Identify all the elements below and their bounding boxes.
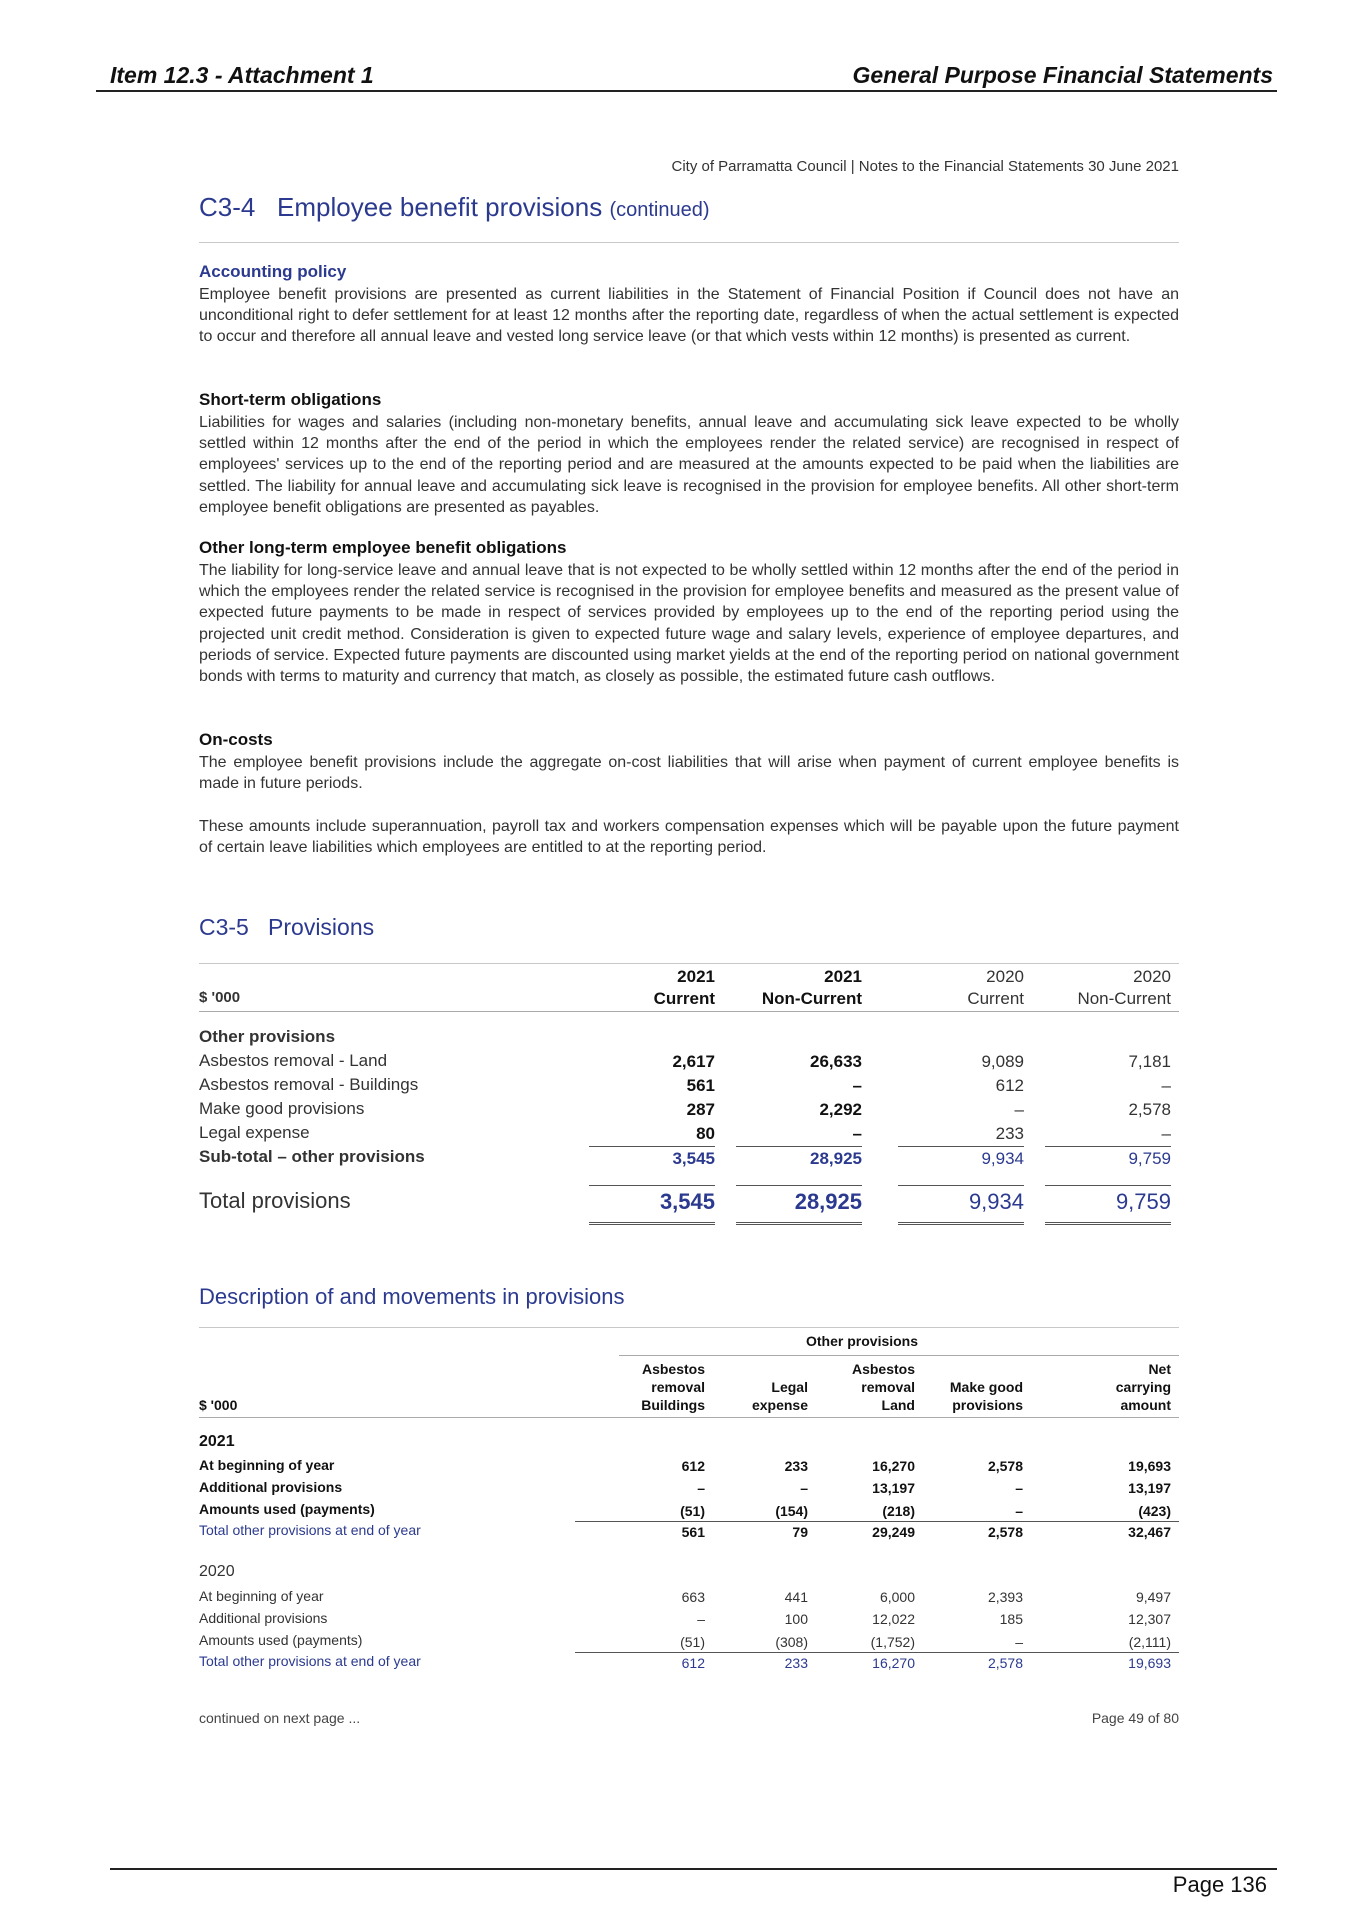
- oncosts-block-2: [199, 816, 1179, 858]
- cell: 6,000: [879, 1589, 915, 1605]
- total-label: Total other provisions at end of year: [199, 1653, 421, 1669]
- cell: 13,197: [1128, 1480, 1171, 1496]
- cell: 2,393: [987, 1589, 1023, 1605]
- cell: 441: [784, 1589, 808, 1605]
- row-label: Additional provisions: [199, 1610, 328, 1626]
- header-rule: [199, 1011, 1179, 1012]
- total-label: Total provisions: [199, 1188, 351, 1213]
- total-cell: 561: [681, 1524, 705, 1540]
- col-header-type: Non-Current: [1077, 989, 1171, 1008]
- col-header-year: 2020: [1133, 967, 1171, 986]
- row-label: At beginning of year: [199, 1588, 324, 1604]
- col-header-line: Legal: [771, 1379, 808, 1395]
- total-label: Total other provisions at end of year: [199, 1522, 421, 1538]
- cell: 2,617: [672, 1052, 715, 1071]
- total-rule: [1045, 1185, 1171, 1186]
- total-cell: 233: [784, 1655, 808, 1671]
- cell: 13,197: [872, 1480, 915, 1496]
- movements-table: [199, 1327, 1179, 1687]
- total-cell: 16,270: [872, 1655, 915, 1671]
- cell: 287: [686, 1100, 715, 1119]
- total-cell: 32,467: [1128, 1524, 1171, 1540]
- cell: –: [1161, 1076, 1171, 1095]
- total-cell: 9,934: [968, 1189, 1024, 1214]
- subtotal-rule: [898, 1146, 1024, 1147]
- cell: 2,578: [1128, 1100, 1171, 1119]
- cell: –: [1015, 1634, 1023, 1650]
- cell: (2,111): [1128, 1634, 1171, 1650]
- year-label: 2020: [199, 1563, 235, 1580]
- cell: (154): [775, 1503, 808, 1519]
- short-term-heading: Short-term obligations: [199, 390, 382, 409]
- cell: 7,181: [1128, 1052, 1171, 1071]
- col-header-type: Current: [967, 989, 1024, 1008]
- accounting-policy-heading: Accounting policy: [199, 262, 347, 281]
- page-of-label: Page 49 of 80: [1091, 1710, 1179, 1726]
- cell: 26,633: [810, 1052, 862, 1071]
- group-heading: Other provisions: [806, 1333, 919, 1349]
- cell: 100: [784, 1611, 808, 1627]
- total-bottom-rule: [736, 1222, 862, 1225]
- cell: 19,693: [1128, 1458, 1171, 1474]
- continued-note: continued on next page ...: [199, 1710, 361, 1726]
- cell: 12,307: [1128, 1611, 1171, 1627]
- subtotal-label: Sub-total – other provisions: [199, 1147, 425, 1166]
- oncosts-text-2: These amounts include superannuation, payroll tax and workers compensation expenses which will be payable upon the future payment of certain leave liabilities which employees are entitled to at the reporting period.: [199, 818, 1179, 857]
- group-rule: [619, 1355, 1179, 1356]
- cell: –: [697, 1611, 705, 1627]
- header-rule: [199, 1417, 1179, 1418]
- total-rule: [575, 1652, 1179, 1653]
- col-header-line: Make good: [949, 1379, 1023, 1395]
- col-header-line: expense: [751, 1397, 808, 1413]
- subtotal-cell: 28,925: [810, 1149, 862, 1168]
- total-cell: 3,545: [659, 1189, 715, 1214]
- cell: 233: [784, 1458, 808, 1474]
- long-term-text: The liability for long-service leave and annual leave that is not expected to be wholly settled within 12 months after the end of the period in which the employees render the related service is recognised in the provision for employee benefits and measured as the present value of expected future payments to be made in respect of services provided by employees up to the end of the reporting period using the projected unit credit method. Consideration is given to expected future wage and salary levels, experience of employee departures, and periods of service. Expected future payments are discounted using market yields at the end of the reporting period on national government bonds with terms to maturity and currency that match, as closely as possible, the estimated future cash outflows.: [199, 562, 1179, 686]
- row-label: Make good provisions: [199, 1099, 365, 1118]
- total-cell: 29,249: [872, 1524, 915, 1540]
- row-label: Amounts used (payments): [199, 1501, 375, 1517]
- col-header-line: Buildings: [641, 1397, 705, 1413]
- footer-page-number: Page 136: [1172, 1872, 1267, 1897]
- subtotal-rule: [736, 1146, 862, 1147]
- cell: 80: [696, 1124, 715, 1143]
- subtotal-cell: 9,934: [981, 1149, 1024, 1168]
- total-rule: [898, 1185, 1024, 1186]
- col-header-line: Asbestos: [641, 1361, 705, 1377]
- col-header-line: removal: [651, 1379, 705, 1395]
- subtotal-rule: [1045, 1146, 1171, 1147]
- continued-label: (continued): [609, 199, 710, 221]
- short-term-block: [199, 390, 1179, 518]
- cell: (1,752): [870, 1634, 915, 1650]
- col-header-type: Non-Current: [761, 989, 862, 1008]
- subtotal-cell: 3,545: [672, 1149, 715, 1168]
- cell: 561: [686, 1076, 715, 1095]
- cell: –: [1015, 1503, 1023, 1519]
- cell: 233: [995, 1124, 1024, 1143]
- cell: 12,022: [872, 1611, 915, 1627]
- cell: –: [1161, 1124, 1171, 1143]
- section-number: C3-5: [199, 914, 249, 940]
- cell: –: [800, 1480, 808, 1496]
- cell: 2,578: [987, 1458, 1023, 1474]
- attachment-label: Item 12.3 - Attachment 1: [110, 62, 374, 88]
- council-subheader: City of Parramatta Council | Notes to the Financial Statements 30 June 2021: [671, 158, 1179, 175]
- long-term-heading: Other long-term employee benefit obligations: [199, 538, 567, 557]
- accounting-policy-block: [199, 262, 1179, 348]
- oncosts-block: [199, 730, 1179, 794]
- year-label: 2021: [199, 1433, 235, 1450]
- movements-heading: Description of and movements in provisions: [199, 1284, 625, 1309]
- col-header-year: 2020: [986, 967, 1024, 986]
- row-label: Asbestos removal - Buildings: [199, 1075, 419, 1094]
- cell: (51): [680, 1634, 705, 1650]
- cell: –: [852, 1076, 862, 1095]
- section-title: Employee benefit provisions: [277, 192, 603, 222]
- cell: (51): [680, 1503, 705, 1519]
- total-cell: 28,925: [794, 1189, 862, 1214]
- total-rule: [575, 1521, 1179, 1522]
- total-rule: [736, 1185, 862, 1186]
- cell: 663: [681, 1589, 705, 1605]
- accounting-policy-text: Employee benefit provisions are presented as current liabilities in the Statement of Financial Position if Council does not have an unconditional right to defer settlement for at least 12 months after the reporting date, regardless of when the actual settlement is expected to occur and therefore all annual leave and vested long service leave (or that which vests within 12 months) is presented as current.: [199, 286, 1179, 346]
- col-header-line: Net: [1148, 1361, 1171, 1377]
- total-cell: 9,759: [1115, 1189, 1171, 1214]
- cell: 612: [681, 1458, 705, 1474]
- cell: 612: [995, 1076, 1024, 1095]
- cell: –: [1014, 1100, 1024, 1119]
- row-label: At beginning of year: [199, 1457, 335, 1473]
- section-title: Provisions: [268, 914, 375, 940]
- cell: –: [1015, 1480, 1023, 1496]
- cell: 185: [999, 1611, 1023, 1627]
- total-rule: [589, 1185, 715, 1186]
- subtotal-rule: [589, 1146, 715, 1147]
- page-content: [199, 0, 1179, 1930]
- short-term-text: Liabilities for wages and salaries (including non-monetary benefits, annual leave and accumulating sick leave expected to be wholly settled within 12 months after the end of the period in which the employees render the related service) are recognised in respect of employees' services up to the end of the reporting period and are measured at the amounts expected to be paid when the liabilities are settled. The liability for annual leave and accumulating sick leave is recognised in the provision for employee benefits. All other short-term employee benefit obligations are presented as payables.: [199, 414, 1179, 516]
- total-cell: 19,693: [1128, 1655, 1171, 1671]
- document-type-label: General Purpose Financial Statements: [852, 62, 1273, 88]
- unit-label: $ '000: [199, 989, 241, 1006]
- total-cell: 79: [792, 1524, 808, 1540]
- cell: 2,292: [819, 1100, 862, 1119]
- total-bottom-rule: [898, 1222, 1024, 1225]
- long-term-block: [199, 538, 1179, 687]
- total-bottom-rule: [589, 1222, 715, 1225]
- provisions-table: [199, 963, 1179, 1233]
- cell: 9,497: [1135, 1589, 1171, 1605]
- footer-divider: [110, 1868, 1277, 1870]
- cell: 9,089: [981, 1052, 1024, 1071]
- oncosts-heading: On-costs: [199, 730, 273, 749]
- group-heading: Other provisions: [199, 1027, 336, 1046]
- total-cell: 612: [681, 1655, 705, 1671]
- cell: (218): [882, 1503, 915, 1519]
- section-c34-heading: [199, 192, 710, 223]
- col-header-line: carrying: [1115, 1379, 1171, 1395]
- cell: 16,270: [872, 1458, 915, 1474]
- cell: –: [852, 1124, 862, 1143]
- col-header-year: 2021: [677, 967, 715, 986]
- total-cell: 2,578: [987, 1655, 1023, 1671]
- total-cell: 2,578: [987, 1524, 1023, 1540]
- col-header-line: provisions: [952, 1397, 1023, 1413]
- section-c35-heading: [199, 914, 374, 941]
- section-number: C3-4: [199, 192, 256, 222]
- col-header-line: removal: [861, 1379, 915, 1395]
- cell: –: [697, 1480, 705, 1496]
- cell: (423): [1138, 1503, 1171, 1519]
- row-label: Amounts used (payments): [199, 1632, 363, 1648]
- section-divider: [199, 242, 1179, 243]
- col-header-line: Land: [881, 1397, 915, 1413]
- subtotal-cell: 9,759: [1128, 1149, 1171, 1168]
- col-header-line: amount: [1120, 1397, 1171, 1413]
- unit-label: $ '000: [199, 1397, 238, 1413]
- row-label: Asbestos removal - Land: [199, 1051, 388, 1070]
- col-header-year: 2021: [824, 967, 862, 986]
- col-header-type: Current: [653, 989, 715, 1008]
- row-label: Legal expense: [199, 1123, 310, 1142]
- cell: (308): [775, 1634, 808, 1650]
- row-label: Additional provisions: [199, 1479, 343, 1495]
- total-bottom-rule: [1045, 1222, 1171, 1225]
- oncosts-text: The employee benefit provisions include the aggregate on-cost liabilities that will arise when payment of current employee benefits is made in future periods.: [199, 754, 1179, 793]
- col-header-line: Asbestos: [851, 1361, 915, 1377]
